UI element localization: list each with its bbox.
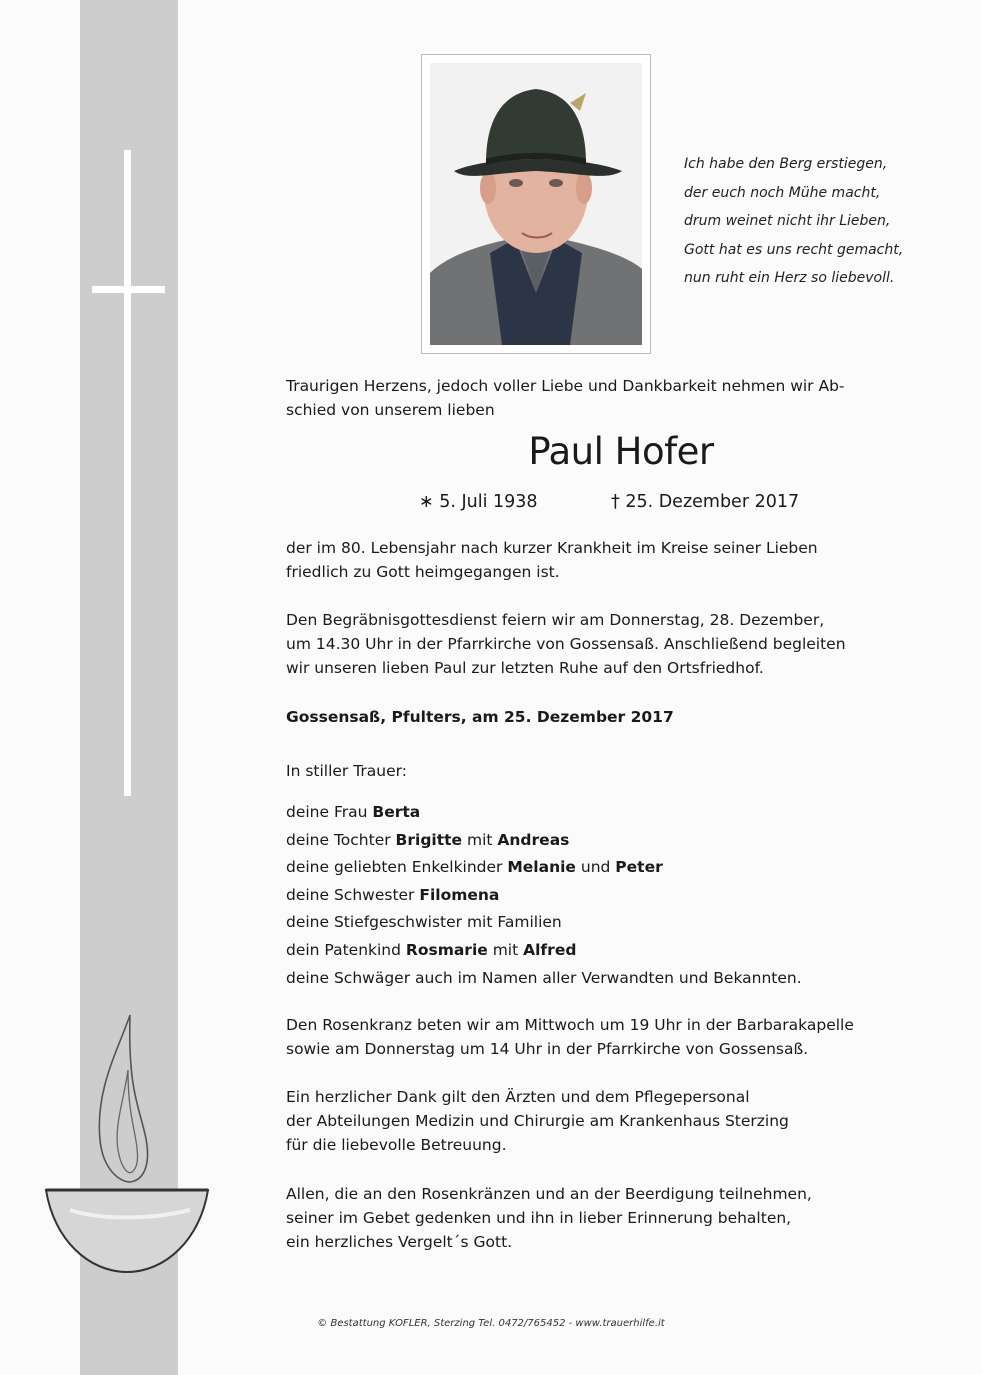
portrait-photo <box>430 63 642 345</box>
rosary-line: Den Rosenkranz beten wir am Mittwoch um 19 Uhr in der Barbarakapelle <box>286 1016 854 1034</box>
thanks-paragraph <box>286 1085 926 1157</box>
family-line <box>286 882 926 910</box>
thanks-line: Ein herzlicher Dank gilt den Ärzten und dem Pflegepersonal <box>286 1088 750 1106</box>
place-date: Gossensaß, Pfulters, am 25. Dezember 2017 <box>286 708 674 726</box>
family-text: deine Tochter <box>286 830 396 849</box>
funeral-line: Den Begräbnisgottesdienst feiern wir am Donnerstag, 28. Dezember, <box>286 611 825 629</box>
family-text: deine Stiefgeschwister mit Familien <box>286 913 562 932</box>
family-line <box>286 909 926 937</box>
birth-date: ∗ 5. Juli 1938 <box>419 492 538 512</box>
family-line <box>286 827 926 855</box>
family-line <box>286 965 926 993</box>
death-date: † 25. Dezember 2017 <box>611 492 800 512</box>
intro-line: schied von unserem lieben <box>286 401 495 419</box>
rosary-line: sowie am Donnerstag um 14 Uhr in der Pfarrkirche von Gossensaß. <box>286 1040 809 1058</box>
funeral-line: wir unseren lieben Paul zur letzten Ruhe auf den Ortsfriedhof. <box>286 659 764 677</box>
family-member: Peter <box>615 858 663 877</box>
intro-paragraph <box>286 374 926 422</box>
mourning-heading: In stiller Trauer: <box>286 762 407 780</box>
poem-line: der euch noch Mühe macht, <box>684 184 881 201</box>
portrait-frame <box>421 54 651 354</box>
family-member: Andreas <box>497 830 570 849</box>
family-text: und <box>575 858 616 877</box>
poem-line: Gott hat es uns recht gemacht, <box>684 241 904 258</box>
funeral-line: um 14.30 Uhr in der Pfarrkirche von Gossensaß. Anschließend begleiten <box>286 635 846 653</box>
thanks-line: für die liebevolle Betreuung. <box>286 1136 507 1154</box>
rosary-paragraph <box>286 1013 926 1061</box>
eternal-flame-icon <box>40 1010 215 1280</box>
poem-line: Ich habe den Berg erstiegen, <box>684 156 888 172</box>
poem-line: drum weinet nicht ihr Lieben, <box>684 213 891 229</box>
family-line <box>286 799 926 827</box>
footer-credit: © Bestattung KOFLER, Sterzing Tel. 0472/765452 - www.trauerhilfe.it <box>317 1318 665 1329</box>
family-text: dein Patenkind <box>286 940 406 959</box>
family-member: Alfred <box>523 940 577 959</box>
family-member: Filomena <box>419 885 500 904</box>
family-text: deine Schwäger auch im Namen aller Verwandten und Bekannten. <box>286 968 802 987</box>
poem-line: nun ruht ein Herz so liebevoll. <box>684 270 895 286</box>
deceased-name: Paul Hofer <box>528 430 714 473</box>
funeral-paragraph <box>286 608 926 680</box>
family-member: Rosmarie <box>405 940 488 959</box>
thanks-line: der Abteilungen Medizin und Chirurgie am Krankenhaus Sterzing <box>286 1112 789 1130</box>
closing-line: Allen, die an den Rosenkränzen und an der Beerdigung teilnehmen, <box>286 1185 812 1203</box>
family-text: deine Frau <box>286 803 373 821</box>
poem <box>684 150 944 293</box>
passing-line: friedlich zu Gott heimgegangen ist. <box>286 563 560 581</box>
family-list <box>286 799 926 992</box>
intro-line: Traurigen Herzens, jedoch voller Liebe und Dankbarkeit nehmen wir Ab- <box>286 377 845 395</box>
family-text: deine geliebten Enkelkinder <box>286 858 508 877</box>
family-line <box>286 854 926 882</box>
family-member: Melanie <box>507 858 576 877</box>
passing-paragraph <box>286 536 926 584</box>
closing-paragraph <box>286 1182 926 1254</box>
closing-line: ein herzliches Vergelt´s Gott. <box>286 1233 513 1251</box>
family-text: mit <box>487 940 524 959</box>
passing-line: der im 80. Lebensjahr nach kurzer Krankheit im Kreise seiner Lieben <box>286 539 818 557</box>
closing-line: seiner im Gebet gedenken und ihn in lieber Erinnerung behalten, <box>286 1209 792 1227</box>
family-member: Brigitte <box>395 830 463 849</box>
family-line <box>286 937 926 965</box>
family-text: mit <box>462 830 498 849</box>
family-text: deine Schwester <box>286 885 420 904</box>
cross-icon <box>124 150 131 796</box>
cross-icon-bar <box>92 286 165 293</box>
family-member: Berta <box>372 803 421 821</box>
